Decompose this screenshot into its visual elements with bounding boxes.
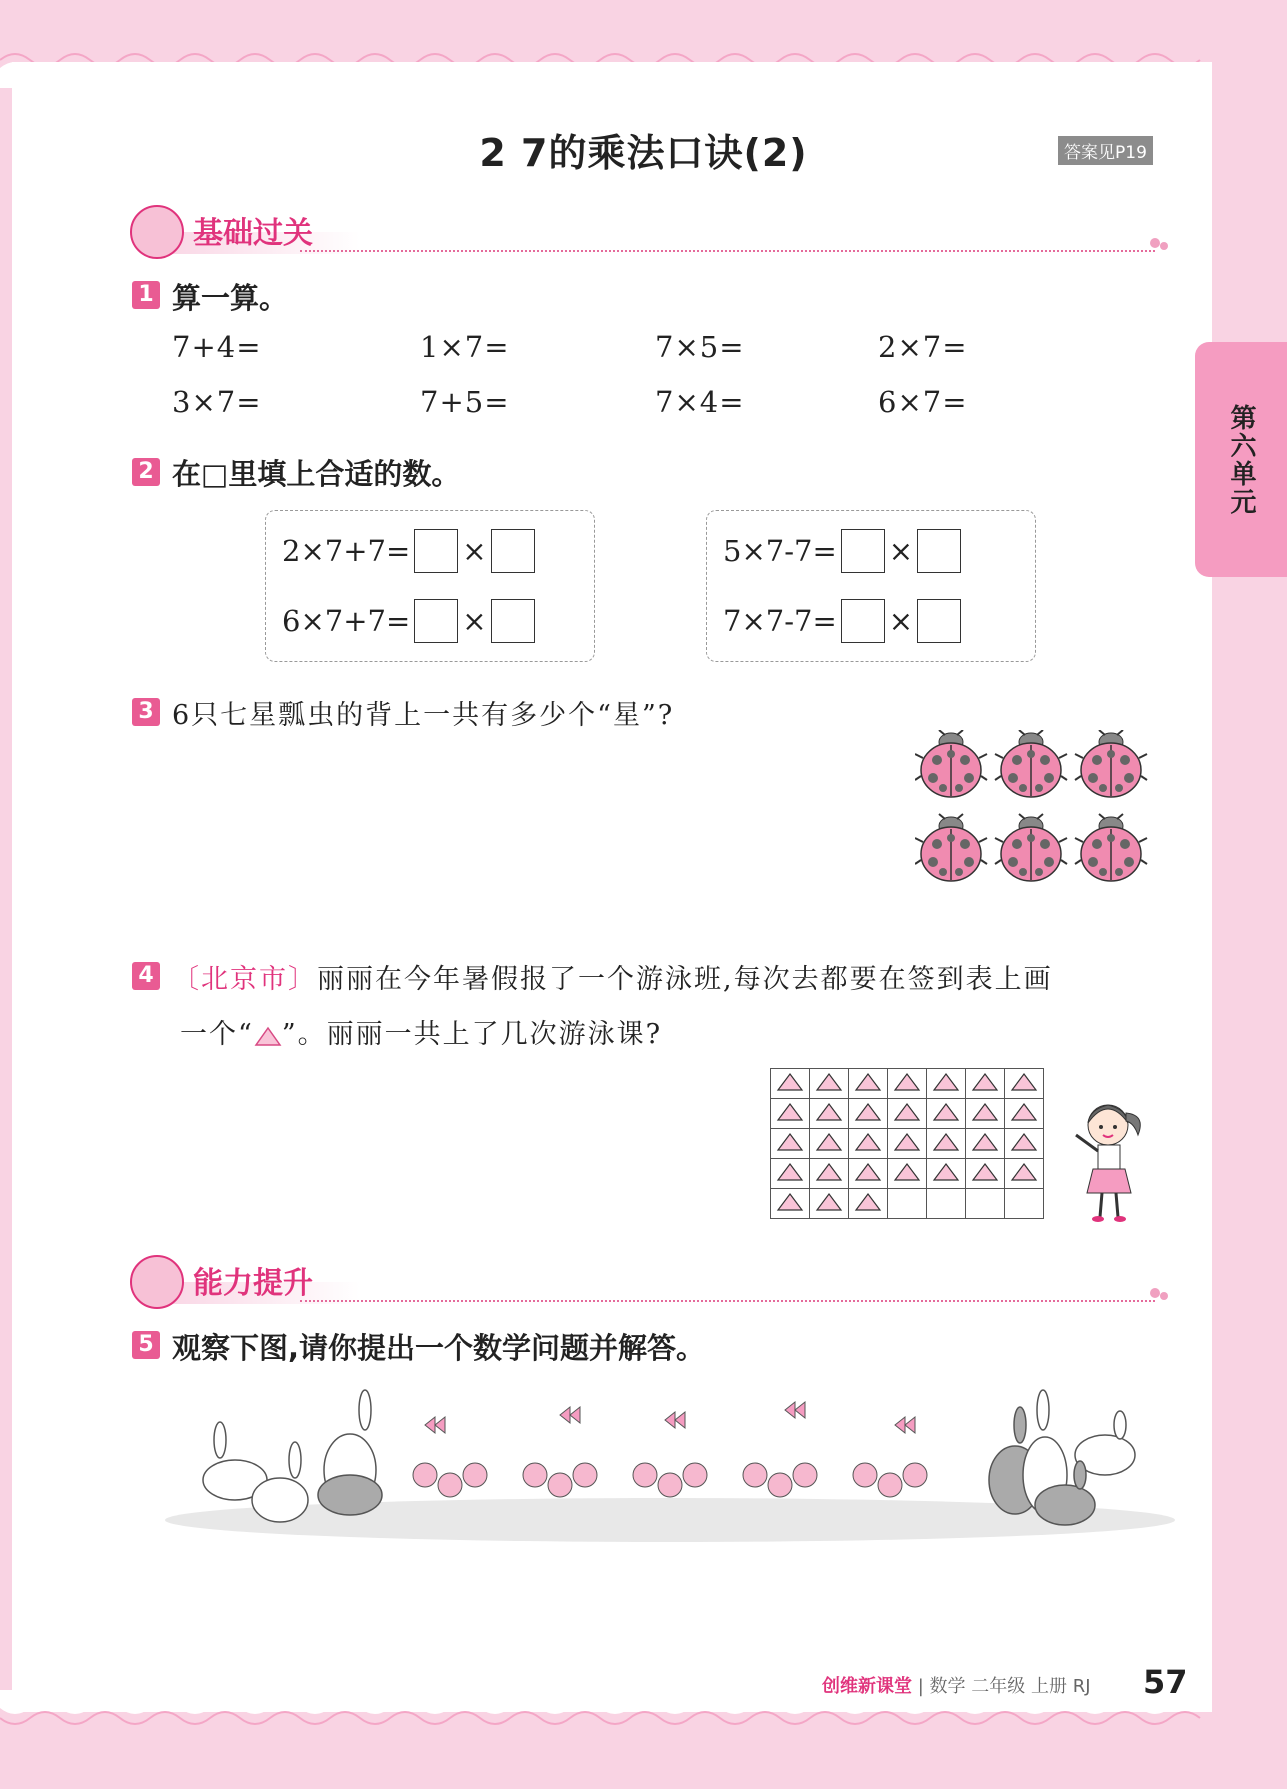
triangle-icon [854, 1162, 882, 1182]
grid-cell [1005, 1129, 1044, 1159]
grid-cell [966, 1129, 1005, 1159]
table-row [771, 1189, 1044, 1219]
triangle-icon [1010, 1132, 1038, 1152]
answer-box[interactable] [917, 599, 961, 643]
region-tag: 〔北京市〕 [172, 964, 317, 995]
grid-cell [849, 1159, 888, 1189]
triangle-icon [815, 1192, 843, 1212]
grid-cell [927, 1189, 966, 1219]
grid-cell [849, 1069, 888, 1099]
expression: 7×7-7= [723, 604, 837, 638]
grid-cell [849, 1129, 888, 1159]
question-3-text: 6只七星瓢虫的背上一共有多少个“星”? [172, 700, 675, 731]
footer-separator: | [917, 1676, 924, 1697]
section-basic-heading: 基础过关 [193, 216, 313, 251]
bottom-wave-border [0, 1690, 1287, 1740]
triangle-icon [776, 1102, 804, 1122]
question-2-text: 在□里填上合适的数。 [172, 457, 461, 491]
section-divider [300, 250, 1155, 252]
page-number: 57 [1143, 1663, 1188, 1701]
grid-cell [966, 1189, 1005, 1219]
grid-cell [810, 1099, 849, 1129]
answer-box[interactable] [491, 529, 535, 573]
kid-avatar-icon [130, 205, 184, 259]
grid-cell [1005, 1159, 1044, 1189]
triangle-icon [776, 1072, 804, 1092]
triangle-icon [893, 1132, 921, 1152]
expression: 6×7= [878, 385, 968, 419]
question-4-text-a: 一个“ [180, 1019, 254, 1050]
triangle-icon [254, 1025, 282, 1047]
triangle-icon [815, 1102, 843, 1122]
expression: 1×7= [420, 330, 510, 364]
answer-box[interactable] [841, 599, 885, 643]
question-number: 3 [132, 698, 160, 726]
question-4-text-b: ”。丽丽一共上了几次游泳课? [281, 1019, 663, 1050]
triangle-icon [971, 1162, 999, 1182]
divider-dot-icon [1150, 1288, 1160, 1298]
grid-cell [966, 1069, 1005, 1099]
answer-box[interactable] [917, 529, 961, 573]
fill-box-group-right [706, 510, 1036, 662]
triangle-icon [932, 1132, 960, 1152]
triangle-icon [776, 1132, 804, 1152]
triangle-icon [971, 1132, 999, 1152]
expression: 7+5= [420, 385, 510, 419]
divider-dot-icon [1160, 242, 1168, 250]
expression: 2×7= [878, 330, 968, 364]
triangle-icon [893, 1102, 921, 1122]
fill-box-group-left [265, 510, 595, 662]
triangle-icon [932, 1102, 960, 1122]
triangle-icon [971, 1072, 999, 1092]
triangle-icon [971, 1102, 999, 1122]
triangle-icon [1010, 1072, 1038, 1092]
question-number: 4 [132, 962, 160, 990]
grid-cell [849, 1189, 888, 1219]
divider-dot-icon [1150, 238, 1160, 248]
grid-cell [927, 1159, 966, 1189]
brand-name: 创维新课堂 [822, 1676, 912, 1697]
grid-cell [888, 1099, 927, 1129]
grid-cell [888, 1189, 927, 1219]
fill-row [723, 599, 961, 643]
expression: 7×4= [655, 385, 745, 419]
grid-cell [888, 1069, 927, 1099]
expression: 7×5= [655, 330, 745, 364]
grid-cell [1005, 1189, 1044, 1219]
rabbits-flowers-illustration [165, 1380, 1175, 1550]
grid-cell [771, 1129, 810, 1159]
times-sign: × [462, 604, 487, 638]
table-row [771, 1069, 1044, 1099]
triangle-icon [893, 1072, 921, 1092]
girl-illustration [1068, 1095, 1148, 1230]
grid-cell [1005, 1069, 1044, 1099]
triangle-icon [776, 1192, 804, 1212]
table-row [771, 1099, 1044, 1129]
triangle-icon [1010, 1162, 1038, 1182]
triangle-icon [776, 1162, 804, 1182]
grid-cell [810, 1129, 849, 1159]
question-number: 5 [132, 1331, 160, 1359]
grid-cell [927, 1129, 966, 1159]
times-sign: × [888, 604, 914, 638]
book-info: 数学 二年级 上册 RJ [929, 1676, 1091, 1697]
grid-cell [966, 1159, 1005, 1189]
question-5-text: 观察下图,请你提出一个数学问题并解答。 [172, 1331, 706, 1365]
triangle-icon [932, 1072, 960, 1092]
grid-cell [888, 1159, 927, 1189]
expression: 3×7= [172, 385, 262, 419]
answer-reference-badge: 答案见P19 [1058, 136, 1153, 165]
grid-cell [771, 1099, 810, 1129]
fill-row [723, 529, 961, 573]
section-divider [300, 1300, 1155, 1302]
times-sign: × [888, 534, 914, 568]
sign-in-table [770, 1068, 1044, 1219]
grid-cell [927, 1069, 966, 1099]
grid-cell [927, 1099, 966, 1129]
expression: 2×7+7= [282, 534, 411, 568]
table-row [771, 1129, 1044, 1159]
triangle-icon [854, 1102, 882, 1122]
triangle-icon [815, 1162, 843, 1182]
grid-cell [771, 1069, 810, 1099]
triangle-icon [893, 1162, 921, 1182]
grid-cell [888, 1129, 927, 1159]
answer-box[interactable] [414, 599, 458, 643]
kid-avatar-icon [130, 1255, 184, 1309]
triangle-icon [854, 1192, 882, 1212]
divider-dot-icon [1160, 1292, 1168, 1300]
triangle-icon [1010, 1102, 1038, 1122]
triangle-icon [932, 1162, 960, 1182]
ladybug-illustration [915, 730, 1155, 900]
answer-box[interactable] [414, 529, 458, 573]
expression: 5×7-7= [723, 534, 837, 568]
table-row [771, 1159, 1044, 1189]
grid-cell [810, 1159, 849, 1189]
fill-row [282, 529, 535, 573]
expression: 7+4= [172, 330, 262, 364]
triangle-icon [815, 1072, 843, 1092]
answer-box[interactable] [841, 529, 885, 573]
page-title: 2 7的乘法口诀(2) [479, 131, 808, 175]
section-ability-heading: 能力提升 [193, 1266, 313, 1301]
fill-row [282, 599, 535, 643]
expression: 6×7+7= [282, 604, 411, 638]
question-number: 2 [132, 458, 160, 486]
triangle-icon [815, 1132, 843, 1152]
footer-info [822, 1672, 1091, 1698]
times-sign: × [462, 534, 487, 568]
question-number: 1 [132, 281, 160, 309]
triangle-icon [854, 1072, 882, 1092]
grid-cell [810, 1189, 849, 1219]
question-4-line-1 [172, 957, 1053, 996]
question-4-line-2 [180, 1012, 662, 1051]
grid-cell [771, 1159, 810, 1189]
question-4-text: 丽丽在今年暑假报了一个游泳班,每次去都要在签到表上画 [317, 964, 1053, 995]
grid-cell [849, 1099, 888, 1129]
grid-cell [1005, 1099, 1044, 1129]
grid-cell [966, 1099, 1005, 1129]
grid-cell [771, 1189, 810, 1219]
triangle-icon [854, 1132, 882, 1152]
answer-box[interactable] [491, 599, 535, 643]
grid-cell [810, 1069, 849, 1099]
question-1-text: 算一算。 [172, 281, 289, 315]
unit-side-tab: 第六单元 [1195, 342, 1287, 577]
